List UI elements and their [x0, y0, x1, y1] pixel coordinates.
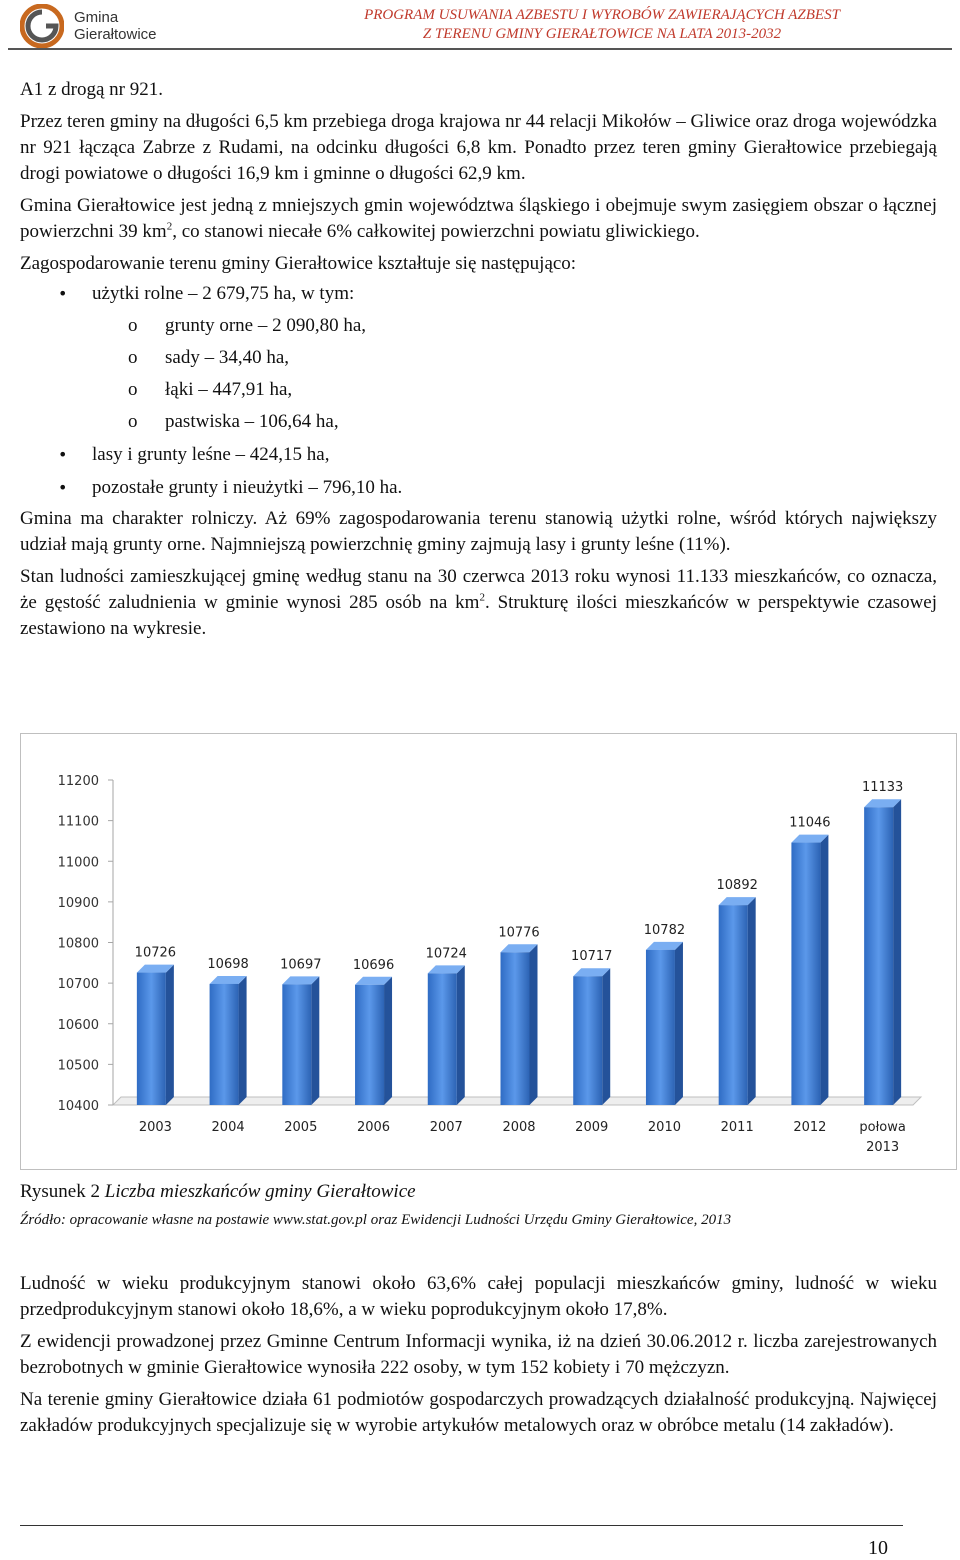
y-tick-label: 10900: [57, 895, 99, 911]
page-number: 10: [868, 1537, 888, 1559]
bar-value-label: 10782: [643, 922, 686, 938]
x-tick-label: 2013: [866, 1140, 900, 1155]
bar-value-label: 10696: [352, 957, 395, 973]
document-header-title: [272, 6, 932, 44]
land-use-list: [20, 277, 937, 504]
caption-title: Liczba mieszkańców gminy Gierałtowice: [104, 1181, 416, 1202]
list-item-agricultural: użytki rolne – 2 679,75 ha, w tym:: [92, 283, 355, 304]
bar-value-label: 10717: [571, 949, 613, 965]
bar: [428, 973, 457, 1105]
list-item: • pozostałe grunty i nieużytki – 796,10 ha.: [20, 471, 937, 504]
population-text: Stan ludności zamieszkującej gminę według stanu na 30 czerwca 2013 roku wynosi 11.133 mieszkańców, co oznacza, że gęstość zaludnienia w gminie wynosi 285 osób na km: [20, 566, 937, 613]
bar-value-label: 10892: [716, 878, 758, 894]
paragraph-roads: Przez teren gminy na długości 6,5 km przebiega droga krajowa nr 44 relacji Mikołów – Gliwice oraz droga wojewódzka nr 921 łącząca Zabrze z Rudami, na odcinku długości 6,8 km. Ponadto przez teren gminy Gierałtowice przebiegają drogi powiatowe o długości 16,9 km i gminne o długości 62,9 km.: [20, 111, 937, 184]
logo-line2: Gierałtowice: [74, 26, 157, 43]
bar-side: [820, 835, 828, 1105]
chart-svg: [21, 734, 958, 1171]
bar-side: [239, 976, 247, 1105]
paragraph-age-structure: Ludność w wieku produkcyjnym stanowi około 63,6% całej populacji mieszkańców gminy, ludność w wieku przedprodukcyjnym stanowi około 18,6%, a w wieku poprodukcyjnym około 17,8%.: [20, 1273, 937, 1320]
y-tick-label: 10600: [57, 1017, 99, 1033]
area-superscript: 2: [166, 220, 173, 233]
x-tick-label: 2009: [575, 1120, 609, 1135]
x-tick-label: 2006: [356, 1120, 391, 1135]
bar: [137, 973, 166, 1105]
logo-text: [74, 9, 157, 43]
y-tick-label: 10500: [57, 1058, 99, 1074]
bar-side: [457, 965, 465, 1105]
bar: [719, 905, 748, 1105]
y-tick-label: 10700: [57, 977, 99, 993]
page-header: [0, 0, 960, 52]
list-item: [20, 277, 937, 438]
header-divider: [8, 48, 952, 50]
population-superscript: 2: [479, 591, 485, 604]
y-tick-label: 11200: [57, 774, 99, 789]
figure-source: Źródło: opracowanie własne na postawie www.stat.gov.pl oraz Ewidencji Ludności Urzędu Gminy Gierałtowice, 2013: [20, 1212, 732, 1228]
bar: [646, 950, 675, 1105]
y-tick-label: 11000: [57, 855, 99, 871]
figure-caption: [20, 1181, 416, 1203]
paragraph-road-a1: A1 z drogą nr 921.: [20, 79, 163, 100]
footer-divider: [20, 1525, 903, 1526]
header-title-line1: PROGRAM USUWANIA AZBESTU I WYROBÓW ZAWIERAJĄCYCH AZBEST: [364, 7, 840, 23]
bar: [573, 976, 602, 1105]
bar-value-label: 10724: [425, 946, 467, 962]
bar-side: [675, 942, 683, 1105]
body-text-top: [20, 77, 937, 648]
paragraph-unemployment: Z ewidencji prowadzonej przez Gminne Centrum Informacji wynika, iż na dzień 30.06.2012 r. liczba zarejestrowanych bezrobotnych w gminie Gierałtowice wynosiła 222 osoby, w tym 152 kobiety i 70 mężczyzn.: [20, 1331, 937, 1378]
paragraph-land-use-intro: Zagospodarowanie terenu gminy Gierałtowice kształtuje się następująco:: [20, 253, 577, 274]
bar-side: [748, 897, 756, 1105]
bar-value-label: 10697: [280, 957, 322, 973]
x-tick-label: 2003: [138, 1120, 172, 1135]
bar-value-label: 10776: [498, 925, 540, 941]
header-title-line2: Z TERENU GMINY GIERAŁTOWICE NA LATA 2013-2032: [422, 26, 782, 42]
bar-side: [893, 799, 901, 1105]
bar: [282, 984, 311, 1105]
bar-side: [166, 965, 174, 1105]
gmina-logo: [20, 4, 180, 46]
x-tick-label: 2012: [793, 1120, 827, 1135]
bar-value-label: 10698: [207, 956, 249, 972]
x-tick-label: 2008: [502, 1120, 536, 1135]
bar-value-label: 11133: [861, 780, 904, 796]
sublist-item: o sady – 34,40 ha,: [20, 342, 937, 374]
x-tick-label: 2011: [720, 1120, 754, 1135]
logo-emblem-icon: [20, 4, 64, 48]
x-tick-label: 2007: [429, 1120, 463, 1135]
population-text-end: . Strukturę ilości mieszkańców w perspektywie czasowej zestawiono na wykresie.: [20, 592, 937, 639]
paragraph-rural-character: Gmina ma charakter rolniczy. Aż 69% zagospodarowania terenu stanowią użytki rolne, wśród których największy udział mają grunty orne. Najmniejszą powierzchnię gminy zajmują lasy i grunty leśne (11%).: [20, 508, 937, 555]
paragraph-population: [20, 564, 937, 642]
logo-line1: Gmina: [74, 9, 119, 26]
bar: [864, 807, 893, 1105]
bar: [355, 985, 384, 1105]
sublist-item: o łąki – 447,91 ha,: [20, 374, 937, 406]
bar-value-label: 11046: [789, 815, 831, 831]
bar-side: [602, 968, 610, 1105]
bar-side: [384, 977, 392, 1105]
paragraph-businesses: Na terenie gminy Gierałtowice działa 61 podmiotów gospodarczych prowadzących działalność produkcyjną. Najwięcej zakładów produkcyjnych specjalizuje się w wyrobie artykułów metalowych oraz w obróbce metalu (14 zakładów).: [20, 1389, 937, 1436]
x-tick-label: 2004: [211, 1120, 245, 1135]
bar: [210, 984, 239, 1105]
area-text: Gmina Gierałtowice jest jedną z mniejszych gmin województwa śląskiego i obejmuje swym zasięgiem obszar o łącznej powierzchni 39 km: [20, 195, 937, 242]
agricultural-sublist: [92, 310, 937, 438]
y-tick-label: 10400: [57, 1099, 99, 1114]
x-tick-label: 2005: [284, 1120, 318, 1135]
y-tick-label: 11100: [57, 814, 99, 830]
list-item: • lasy i grunty leśne – 424,15 ha,: [20, 438, 937, 471]
bar: [501, 952, 530, 1105]
caption-prefix: Rysunek 2: [20, 1181, 100, 1202]
population-chart: [20, 733, 957, 1170]
sublist-item: o grunty orne – 2 090,80 ha,: [20, 310, 937, 342]
bar-side: [530, 944, 538, 1105]
bar-value-label: 10726: [134, 945, 177, 961]
sublist-item: o pastwiska – 106,64 ha,: [20, 406, 937, 438]
bar-side: [311, 976, 319, 1105]
paragraph-area: [20, 193, 937, 245]
bar: [791, 843, 820, 1105]
x-tick-label: połowa: [859, 1120, 906, 1135]
y-tick-label: 10800: [57, 936, 99, 952]
x-tick-label: 2010: [647, 1120, 682, 1135]
body-text-bottom: [20, 1271, 937, 1445]
area-text-end: , co stanowi niecałe 6% całkowitej powierzchni powiatu gliwickiego.: [172, 221, 700, 242]
